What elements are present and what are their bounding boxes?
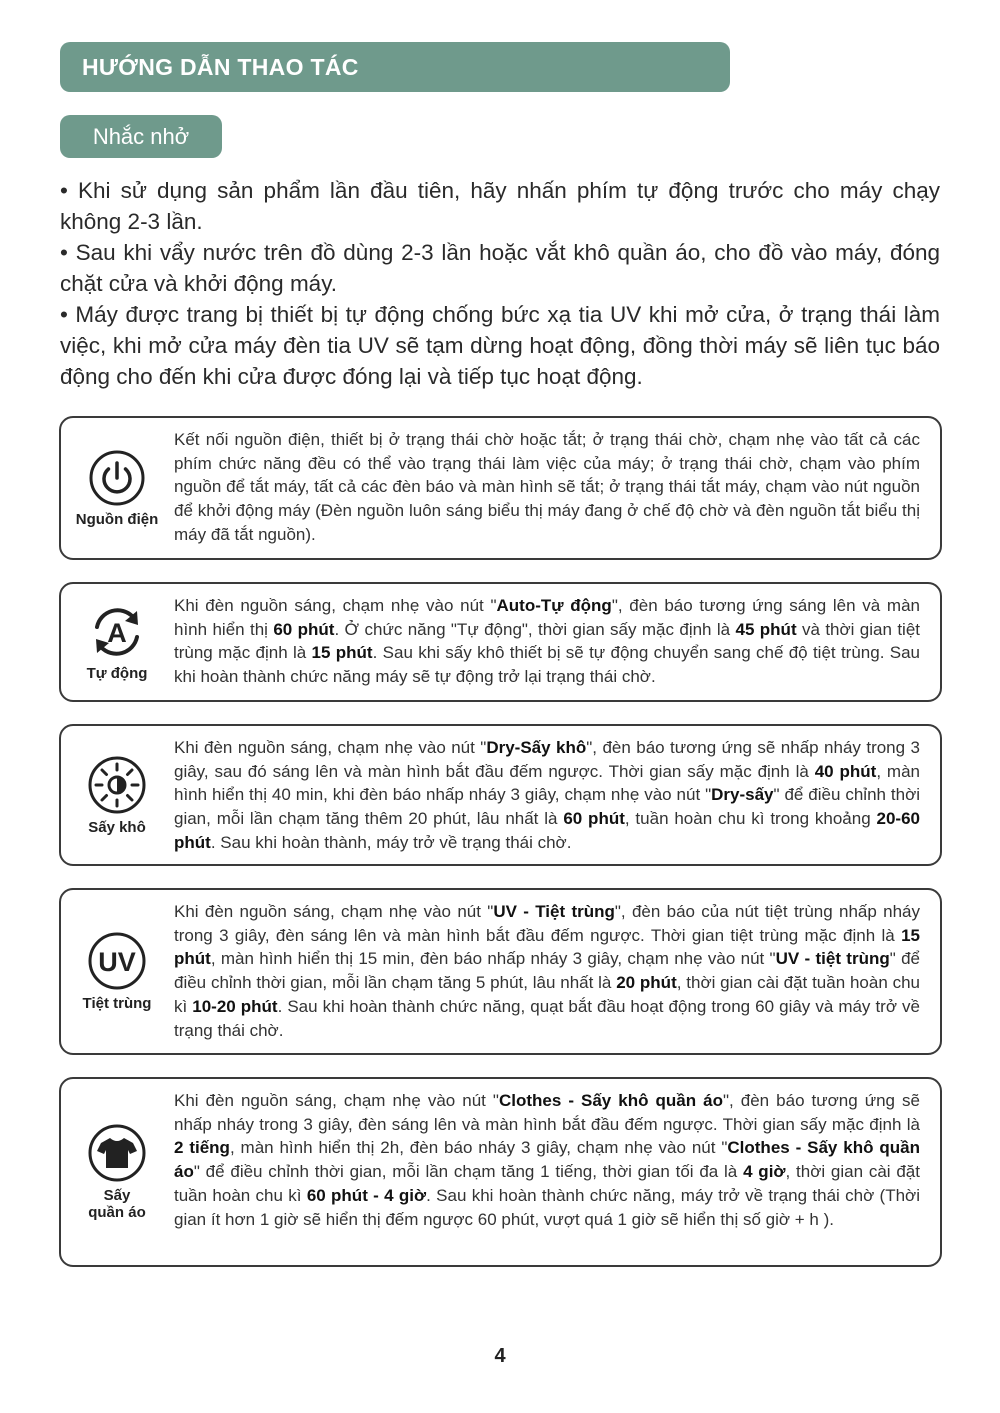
section-title: HƯỚNG DẪN THAO TÁC [82,53,359,80]
power-icon-column [61,418,173,558]
auto-card [59,582,942,702]
power-icon [88,449,146,507]
dry-card [59,724,942,866]
uv-card [59,888,942,1055]
reminder-label: Nhắc nhở [92,123,190,149]
clothes-card [59,1077,942,1267]
svg-text:A: A [107,617,127,648]
auto-description: Khi đèn nguồn sáng, chạm nhẹ vào nút "Auto-Tự động", đèn báo tương ứng sáng lên và màn hình hiển thị 60 phút. Ở chức năng "Tự động", thời gian sấy mặc định là 45 phút và thời gian tiệt trùng mặc định là 15 phút. Sau khi sấy khô thiết bị sẽ tự động chuyển sang chế độ tiệt trùng. Sau khi hoàn thành chức năng máy sẽ tự động trở lại trạng thái chờ. [174,596,921,687]
uv-label: Tiệt trùng [82,995,152,1012]
bullet-item: • Máy được trang bị thiết bị tự động chống bức xạ tia UV khi mở cửa, ở trạng thái làm việc, khi mở cửa máy đèn tia UV sẽ tạm dừng hoạt động, đồng thời máy sẽ liên tục báo động cho đến khi cửa được đóng lại và tiếp tục hoạt động. [60,302,940,389]
tshirt-icon [87,1123,147,1183]
power-description: Kết nối nguồn điện, thiết bị ở trạng thái chờ hoặc tắt; ở trạng thái chờ, chạm nhẹ vào tất cả các phím chức năng đều có thể vào trạng thái làm việc của máy; ở trạng thái chờ, chạm vào phím nguồn để tắt máy, tất cả các đèn báo và màn hình sẽ tắt; ở trạng thái tắt máy, chạm vào nút nguồn để khởi động máy (Đèn nguồn luôn sáng biểu thị máy đang ở chế độ chờ và đèn nguồn tắt biểu thị máy đã tắt nguồn). [174,430,920,544]
bullet-item: • Sau khi vẩy nước trên đồ dùng 2-3 lần hoặc vắt khô quần áo, cho đồ vào máy, đóng chặt cửa và khởi động máy. [60,240,940,296]
uv-icon-column [61,890,173,1053]
section-header [60,42,730,92]
svg-text:UV: UV [98,947,136,977]
page-number: 4 [494,1345,506,1367]
reminder-bullet-list [60,175,940,392]
clothes-label: Sấy quần áo [88,1187,146,1221]
dry-icon-column [61,726,173,864]
dry-description: Khi đèn nguồn sáng, chạm nhẹ vào nút "Dry-Sấy khô", đèn báo tương ứng sẽ nhấp nháy trong 3 giây, sau đó sáng lên và màn hình bắt đầu đếm ngược. Thời gian sấy mặc định là 40 phút, màn hình hiển thị 40 min, khi đèn báo nhấp nháy 3 giây, chạm nhẹ vào nút "Dry-sấy" để điều chỉnh thời gian, mỗi lần chạm tăng thêm 20 phút, lâu nhất là 60 phút, tuần hoàn chu kì trong khoảng 20-60 phút. Sau khi hoàn thành, máy trở về trạng thái chờ. [174,738,920,852]
bullet-item: • Khi sử dụng sản phẩm lần đầu tiên, hãy nhấn phím tự động trước cho máy chạy không 2-3 lần. [60,178,940,234]
auto-icon [88,603,146,661]
auto-icon-column [61,584,173,700]
sun-icon [87,755,147,815]
auto-label: Tự động [86,664,148,682]
clothes-description: Khi đèn nguồn sáng, chạm nhẹ vào nút "Clothes - Sấy khô quần áo", đèn báo tương ứng sẽ nhấp nháy trong 3 giây, đèn sáng lên và màn hình bắt đầu đếm ngược. Thời gian sấy mặc định là 2 tiếng, màn hình hiển thị 2h, đèn báo nháy 3 giây, chạm nhẹ vào nút "Clothes - Sấy khô quần áo" để điều chỉnh thời gian, mỗi lần chạm tăng 1 tiếng, thời gian tối đa là 4 giờ, thời gian cài đặt tuần hoàn chu kì 60 phút - 4 giờ. Sau khi hoàn thành chức năng, máy trở về trạng thái chờ (Thời gian ít hơn 1 giờ sẽ hiển thị đếm ngược 60 phút, vượt quá 1 giờ sẽ hiển thị số giờ + h ). [174,1091,920,1229]
uv-icon [87,931,147,991]
uv-description: Khi đèn nguồn sáng, chạm nhẹ vào nút "UV - Tiệt trùng", đèn báo của nút tiệt trùng nhấp nháy trong 3 giây, đèn sáng lên và màn hình bắt đầu đếm ngược. Thời gian tiệt trùng mặc định là 15 phút, màn hình hiển thị 15 min, đèn báo nhấp nháy 3 giây, chạm nhẹ vào nút "UV - tiệt trùng" để điều chỉnh thời gian, mỗi lần chạm tăng 5 phút, lâu nhất là 20 phút, thời gian cài đặt tuần hoàn chu kì 10-20 phút. Sau khi hoàn thành chức năng, quạt bắt đầu hoạt động trong 60 giây và máy trở về trạng thái chờ. [174,902,921,1040]
reminder-label-pill [60,115,222,158]
power-label: Nguồn điện [75,510,159,528]
dry-label: Sấy khô [88,818,146,836]
power-card [59,416,942,560]
clothes-icon-column [61,1079,173,1265]
